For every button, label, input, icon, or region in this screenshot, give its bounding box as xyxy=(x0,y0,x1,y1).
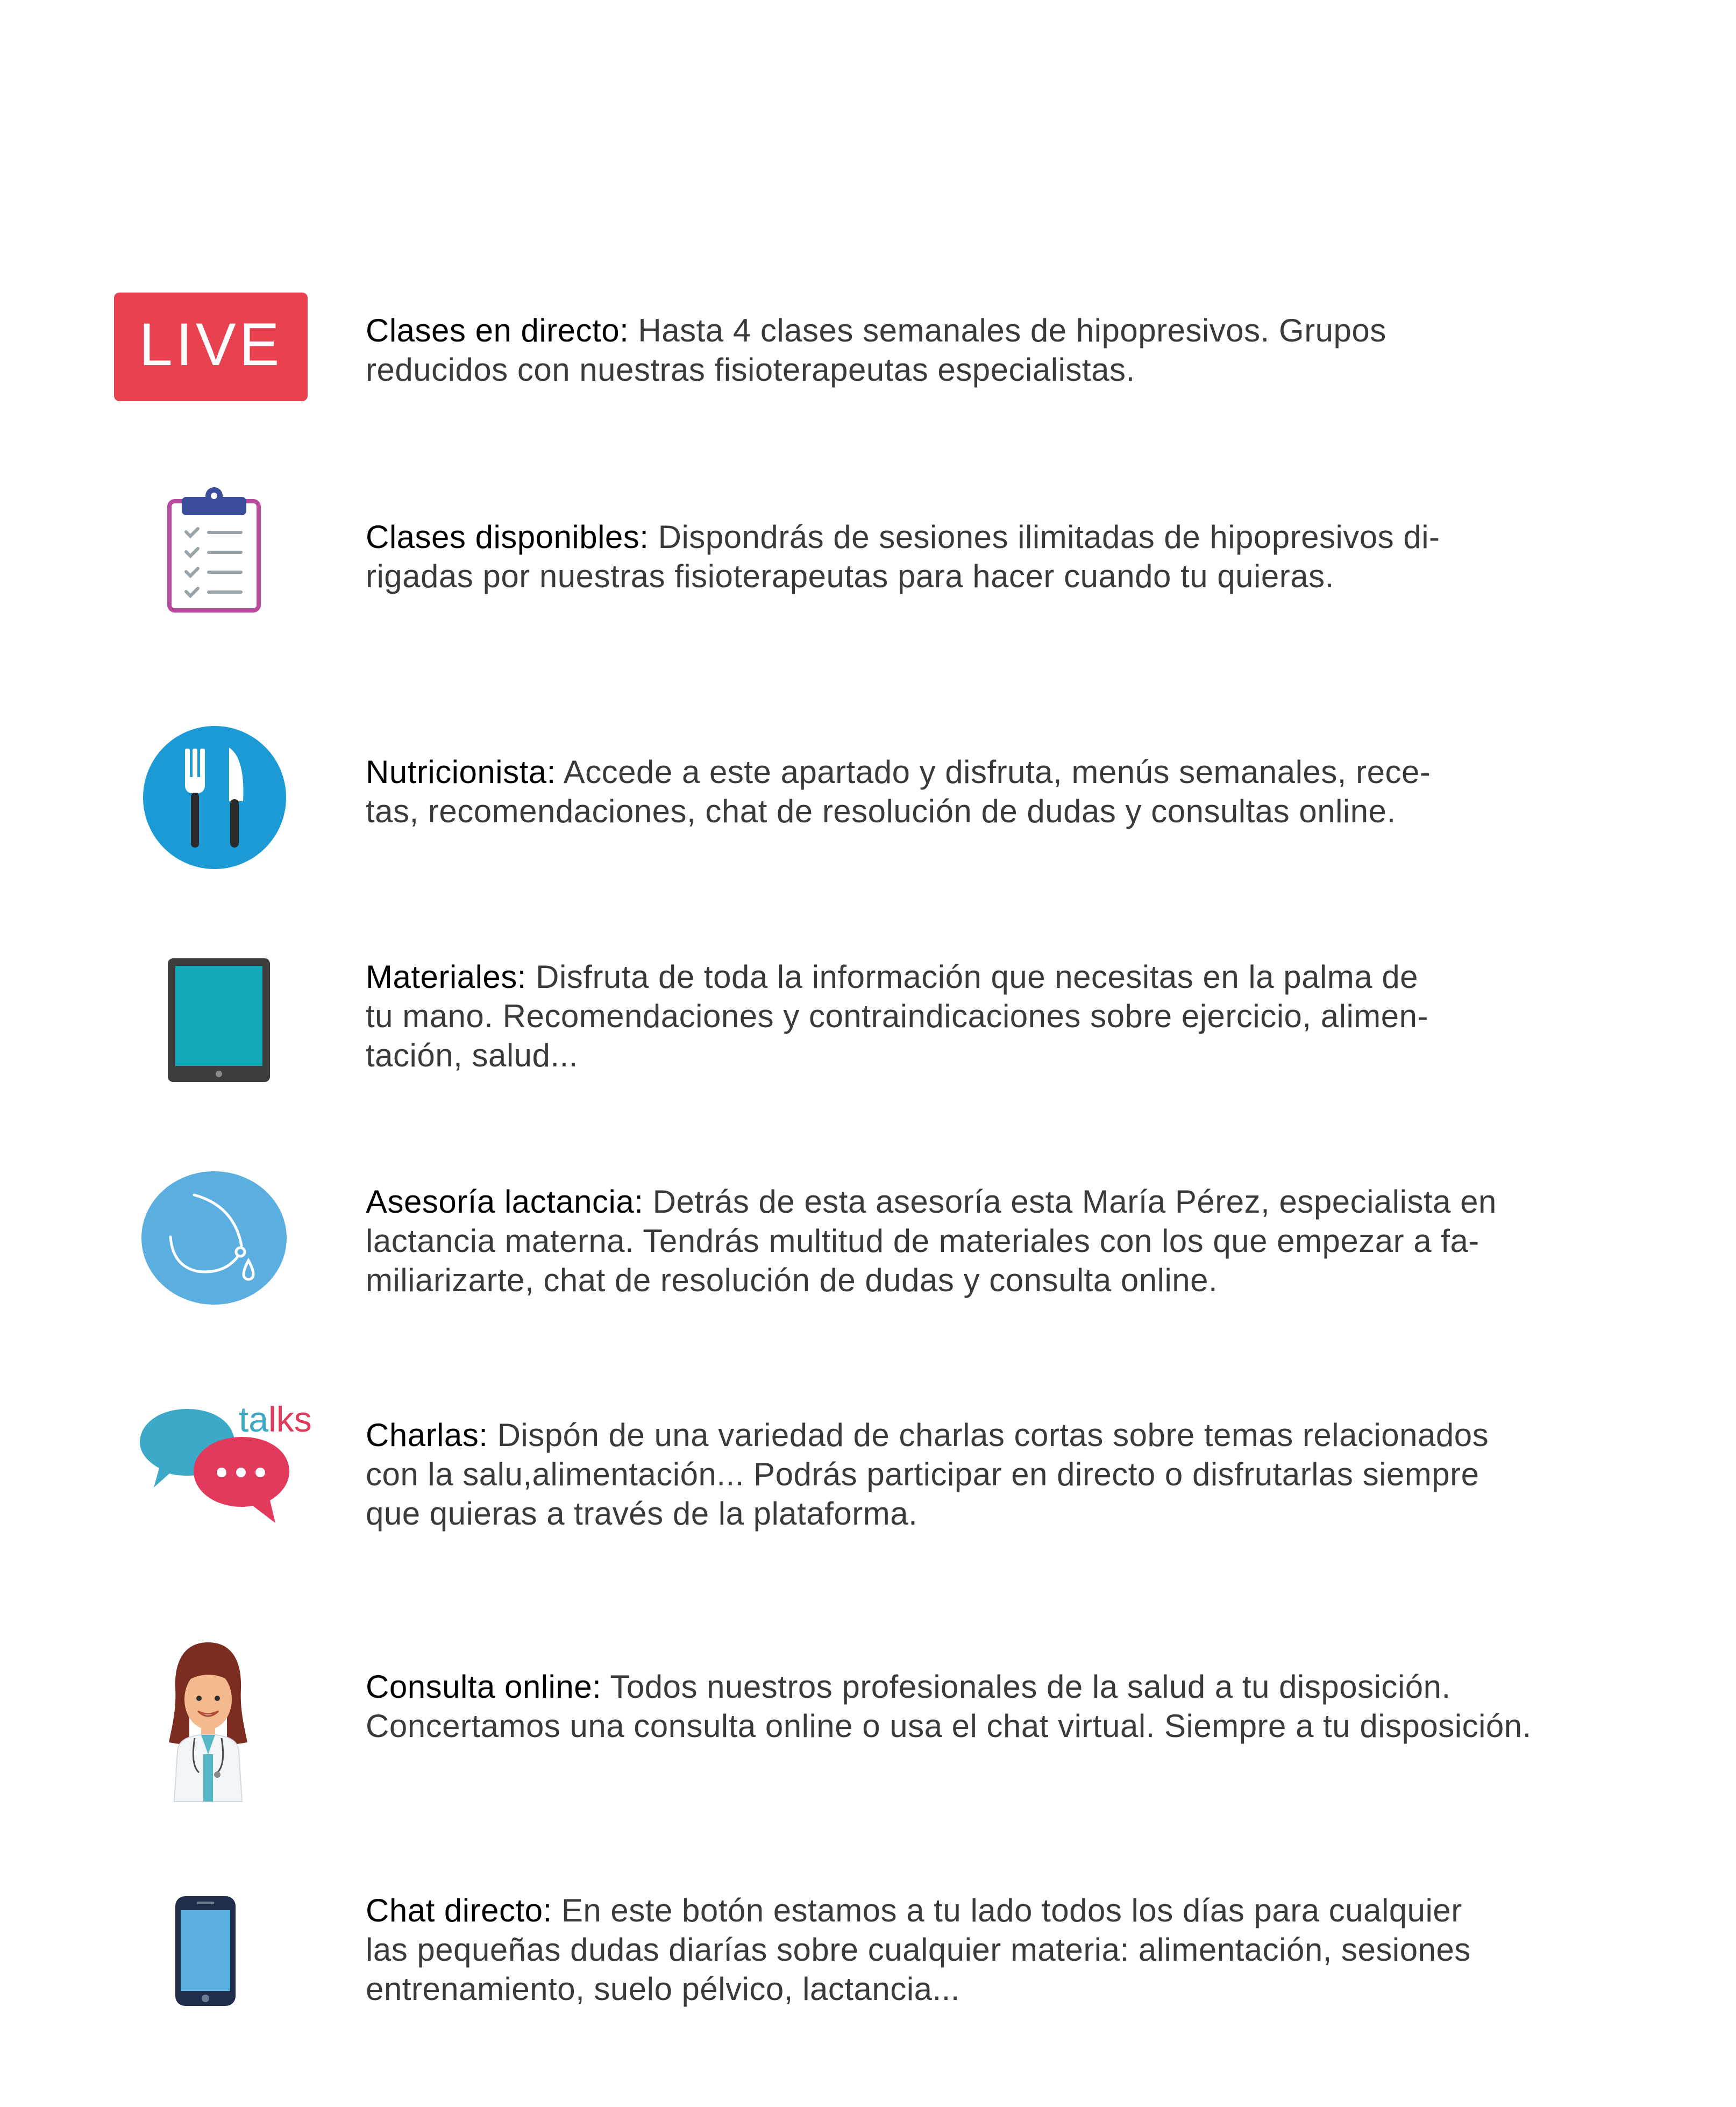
talks-word-part: lks xyxy=(268,1399,312,1439)
feature-title: Nutricionista: xyxy=(366,754,556,790)
feature-text xyxy=(366,957,1656,1075)
feature-text xyxy=(366,311,1656,389)
feature-desc-line: reducidos con nuestras fisioterapeutas especialistas. xyxy=(366,352,1135,388)
feature-desc-line: tas, recomendaciones, chat de resolución de dudas y consultas online. xyxy=(366,793,1396,829)
feature-desc-line: lactancia materna. Tendrás multitud de materiales con los que empezar a fa- xyxy=(366,1223,1479,1259)
talks-chat-bubbles-icon xyxy=(138,1393,326,1533)
feature-desc-line: Detrás de esta asesoría esta María Pérez, especialista en xyxy=(643,1184,1497,1220)
feature-desc-line: Dispondrás de sesiones ilimitadas de hipopresivos di- xyxy=(649,519,1440,555)
feature-desc-line: entrenamiento, suelo pélvico, lactancia... xyxy=(366,1971,960,2007)
feature-text xyxy=(366,1667,1656,1746)
live-badge-label: LIVE xyxy=(139,311,283,378)
feature-desc-line: Accede a este apartado y disfruta, menús semanales, rece- xyxy=(556,754,1431,790)
live-badge-icon xyxy=(114,293,308,401)
feature-text xyxy=(366,752,1656,831)
doctor-avatar-icon xyxy=(168,1640,248,1807)
feature-desc-line: las pequeñas dudas diarías sobre cualquier materia: alimentación, sesiones xyxy=(366,1932,1471,1968)
feature-text xyxy=(366,1891,1656,2009)
feature-desc-line: En este botón estamos a tu lado todos los días para cualquier xyxy=(552,1892,1462,1928)
feature-desc-line: tación, salud... xyxy=(366,1037,578,1073)
feature-desc-line: Disfruta de toda la información que necesitas en la palma de xyxy=(526,959,1419,995)
svg-text:talks xyxy=(239,1399,312,1439)
feature-desc-line: rigadas por nuestras fisioterapeutas para hacer cuando tu quieras. xyxy=(366,558,1334,594)
feature-title: Consulta online: xyxy=(366,1669,602,1705)
feature-text xyxy=(366,517,1656,596)
feature-title: Chat directo: xyxy=(366,1892,552,1928)
feature-text xyxy=(366,1182,1656,1300)
feature-desc-line: con la salu,alimentación... Podrás participar en directo o disfrutarlas siempre xyxy=(366,1456,1479,1492)
feature-desc-line: Concertamos una consulta online o usa el chat virtual. Siempre a tu disposición. xyxy=(366,1708,1532,1744)
feature-desc-line: miliarizarte, chat de resolución de dudas y consulta online. xyxy=(366,1262,1218,1298)
feature-title: Asesoría lactancia: xyxy=(366,1184,644,1220)
feature-title: Charlas: xyxy=(366,1417,488,1453)
breastfeeding-icon xyxy=(141,1171,287,1305)
feature-text xyxy=(366,1415,1656,1533)
feature-title: Clases en directo: xyxy=(366,312,629,348)
feature-title: Clases disponibles: xyxy=(366,519,649,555)
talks-word-part: ta xyxy=(239,1399,269,1439)
feature-desc-line: Dispón de una variedad de charlas cortas sobre temas relacionados xyxy=(488,1417,1489,1453)
fork-knife-icon xyxy=(143,726,286,869)
feature-desc-line: tu mano. Recomendaciones y contraindicaciones sobre ejercicio, alimen- xyxy=(366,998,1428,1034)
feature-title: Materiales: xyxy=(366,959,527,995)
feature-desc-line: Hasta 4 clases semanales de hipopresivos. Grupos xyxy=(629,312,1386,348)
tablet-icon xyxy=(167,957,271,1083)
smartphone-icon xyxy=(173,1894,238,2008)
clipboard-checklist-icon xyxy=(167,486,261,613)
feature-desc-line: que quieras a través de la plataforma. xyxy=(366,1496,918,1532)
feature-desc-line: Todos nuestros profesionales de la salud a tu disposición. xyxy=(601,1669,1451,1705)
